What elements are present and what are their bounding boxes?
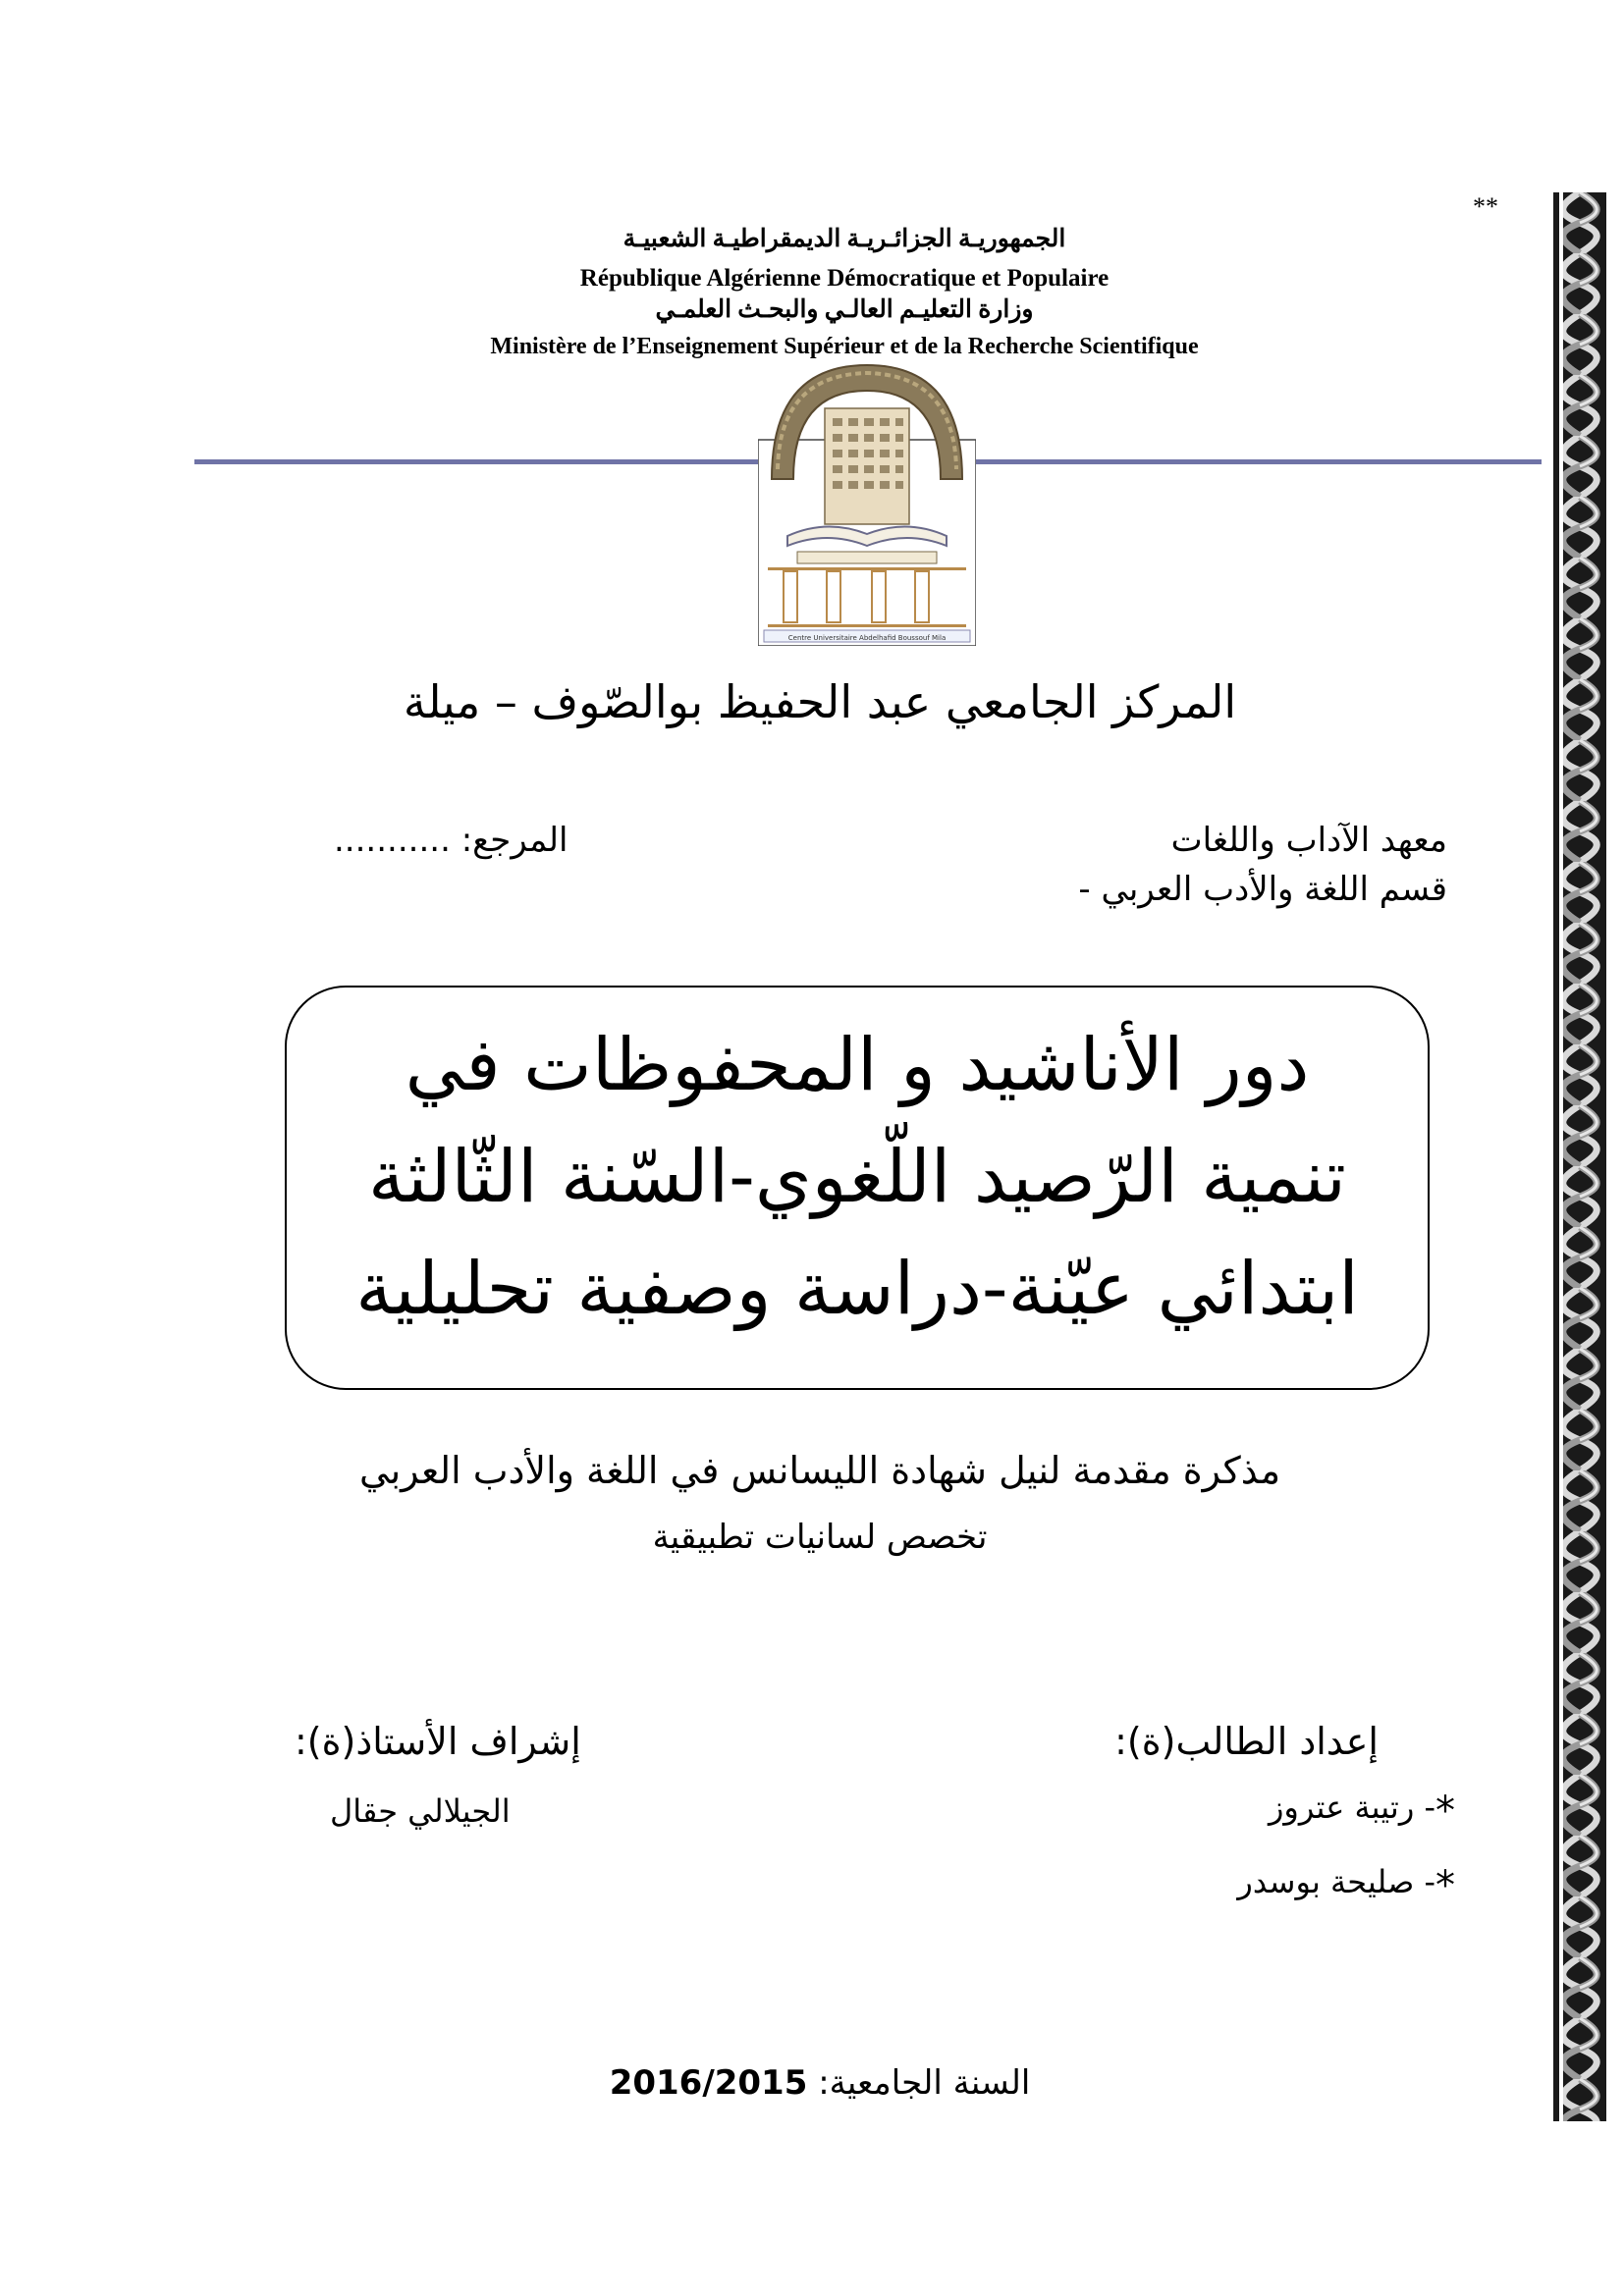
student-name: - رتيبة عتروز [1268, 1789, 1435, 1826]
bullet-star: * [1435, 1863, 1455, 1908]
student-item [1269, 1789, 1455, 1834]
specialization: تخصص لسانيات تطبيقية [652, 1518, 988, 1557]
republic-french: République Algérienne Démocratique et Populaire [579, 265, 1110, 292]
department-name: قسم اللغة والأدب العربي - [1078, 870, 1447, 909]
institute-name: معهد الآداب واللغات [1170, 821, 1447, 860]
prepared-by-label: إعداد الطالب(ة): [1114, 1720, 1379, 1763]
logo-caption: Centre Universitaire Abdelhafid Boussouf Mila [787, 634, 947, 642]
memo-statement: مذكرة مقدمة لنيل شهادة الليسانس في اللغة والأدب العربي [358, 1449, 1281, 1492]
reference-label: المرجع: ........... [334, 821, 568, 860]
supervisor-name: الجيلالي جقال [330, 1792, 511, 1830]
corner-mark: ** [1473, 192, 1498, 221]
bullet-star: * [1435, 1789, 1455, 1834]
title-line-1: دور الأناشيد و المحفوظات في [405, 1023, 1310, 1107]
academic-year-label: السنة الجامعية: [818, 2063, 1031, 2103]
ministry-arabic: وزارة التعليـم العالـي والبحـث العلمـي [655, 296, 1034, 323]
academic-year-value: 2016/2015 [609, 2063, 808, 2103]
academic-year [295, 2063, 1345, 2103]
supervisor-label: إشراف الأستاذ(ة): [295, 1720, 581, 1763]
title-line-3: ابتدائي عيّنة-دراسة وصفية تحليلية [355, 1247, 1359, 1331]
thesis-title-box [285, 986, 1430, 1390]
republic-arabic: الجمهوريـة الجزائـريـة الديمقراطيـة الشعبيـة [623, 226, 1066, 252]
student-item [1237, 1863, 1455, 1908]
university-center-name: المركز الجامعي عبد الحفيظ بوالصّوف – ميلة [403, 675, 1237, 728]
decorative-border [1553, 192, 1606, 2121]
ministry-french: Ministère de l’Enseignement Supérieur et de la Recherche Scientifique [490, 334, 1199, 359]
university-logo-icon [758, 361, 976, 646]
student-name: - صليحة بوسدر [1237, 1863, 1435, 1900]
title-line-2: تنمية الرّصيد اللّغوي-السّنة الثّالثة [367, 1135, 1347, 1219]
